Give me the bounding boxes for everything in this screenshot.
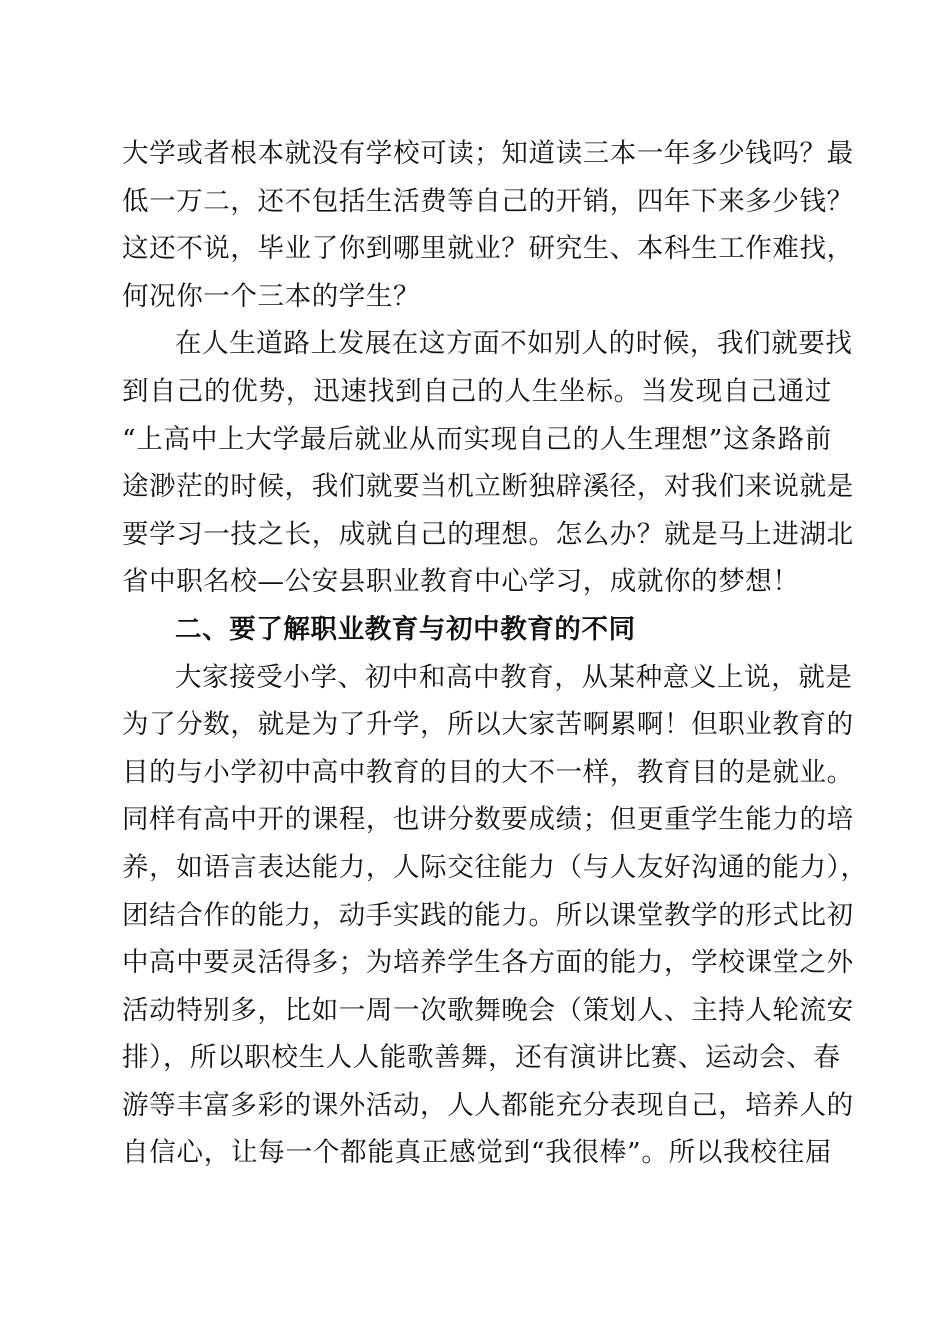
text-line: 中高中要灵活得多；为培养学生各方面的能力，学校课堂之外	[122, 947, 854, 979]
text-line: 团结合作的能力，动手实践的能力。所以课堂教学的形式比初	[122, 899, 854, 931]
text-line: “上高中上大学最后就业从而实现自己的人生理想”这条路前	[122, 423, 832, 455]
text-line: 何况你一个三本的学生？	[122, 280, 421, 312]
text-line: 低一万二，还不包括生活费等自己的开销，四年下来多少钱？	[122, 185, 854, 217]
text-line: 自信心，让每一个都能真正感觉到“我很棒”。所以我校往届	[122, 1137, 832, 1169]
text-line: 大家接受小学、初中和高中教育，从某种意义上说，就是	[175, 661, 853, 693]
paragraph-career-choice	[122, 320, 854, 606]
text-line: 养，如语言表达能力，人际交往能力（与人友好沟通的能力），	[122, 851, 868, 883]
text-line: 排），所以职校生人人能歌善舞，还有演讲比赛、运动会、春	[122, 1042, 841, 1074]
text-line: 要学习一技之长，成就自己的理想。怎么办？就是马上进湖北	[122, 518, 854, 550]
text-line: 大学或者根本就没有学校可读；知道读三本一年多少钱吗？最	[122, 138, 854, 169]
text-line: 为了分数，就是为了升学，所以大家苦啊累啊！但职业教育的	[122, 709, 854, 741]
text-line: 到自己的优势，迅速找到自己的人生坐标。当发现自己通过	[122, 375, 832, 407]
text-line: 目的与小学初中高中教育的目的大不一样，教育目的是就业。	[122, 756, 854, 788]
text-line: 省中职名校—公安县职业教育中心学习，成就你的梦想！	[122, 566, 800, 598]
paragraph-vocational-education	[122, 654, 868, 1178]
text-line: 途渺茫的时候，我们就要当机立断独辟溪径，对我们来说就是	[122, 471, 854, 503]
document-body	[122, 130, 868, 1177]
text-line: 同样有高中开的课程，也讲分数要成绩；但更重学生能力的培	[122, 804, 854, 836]
text-line: 游等丰富多彩的课外活动，人人都能充分表现自己，培养人的	[122, 1089, 854, 1121]
paragraph-continued	[122, 130, 854, 320]
text-line: 活动特别多，比如一周一次歌舞晚会（策划人、主持人轮流安	[122, 994, 854, 1026]
text-line: 在人生道路上发展在这方面不如别人的时候，我们就要找	[175, 328, 853, 360]
section-heading: 二、要了解职业教育与初中教育的不同	[175, 613, 636, 645]
text-line: 这还不说，毕业了你到哪里就业？研究生、本科生工作难找，	[122, 233, 854, 265]
